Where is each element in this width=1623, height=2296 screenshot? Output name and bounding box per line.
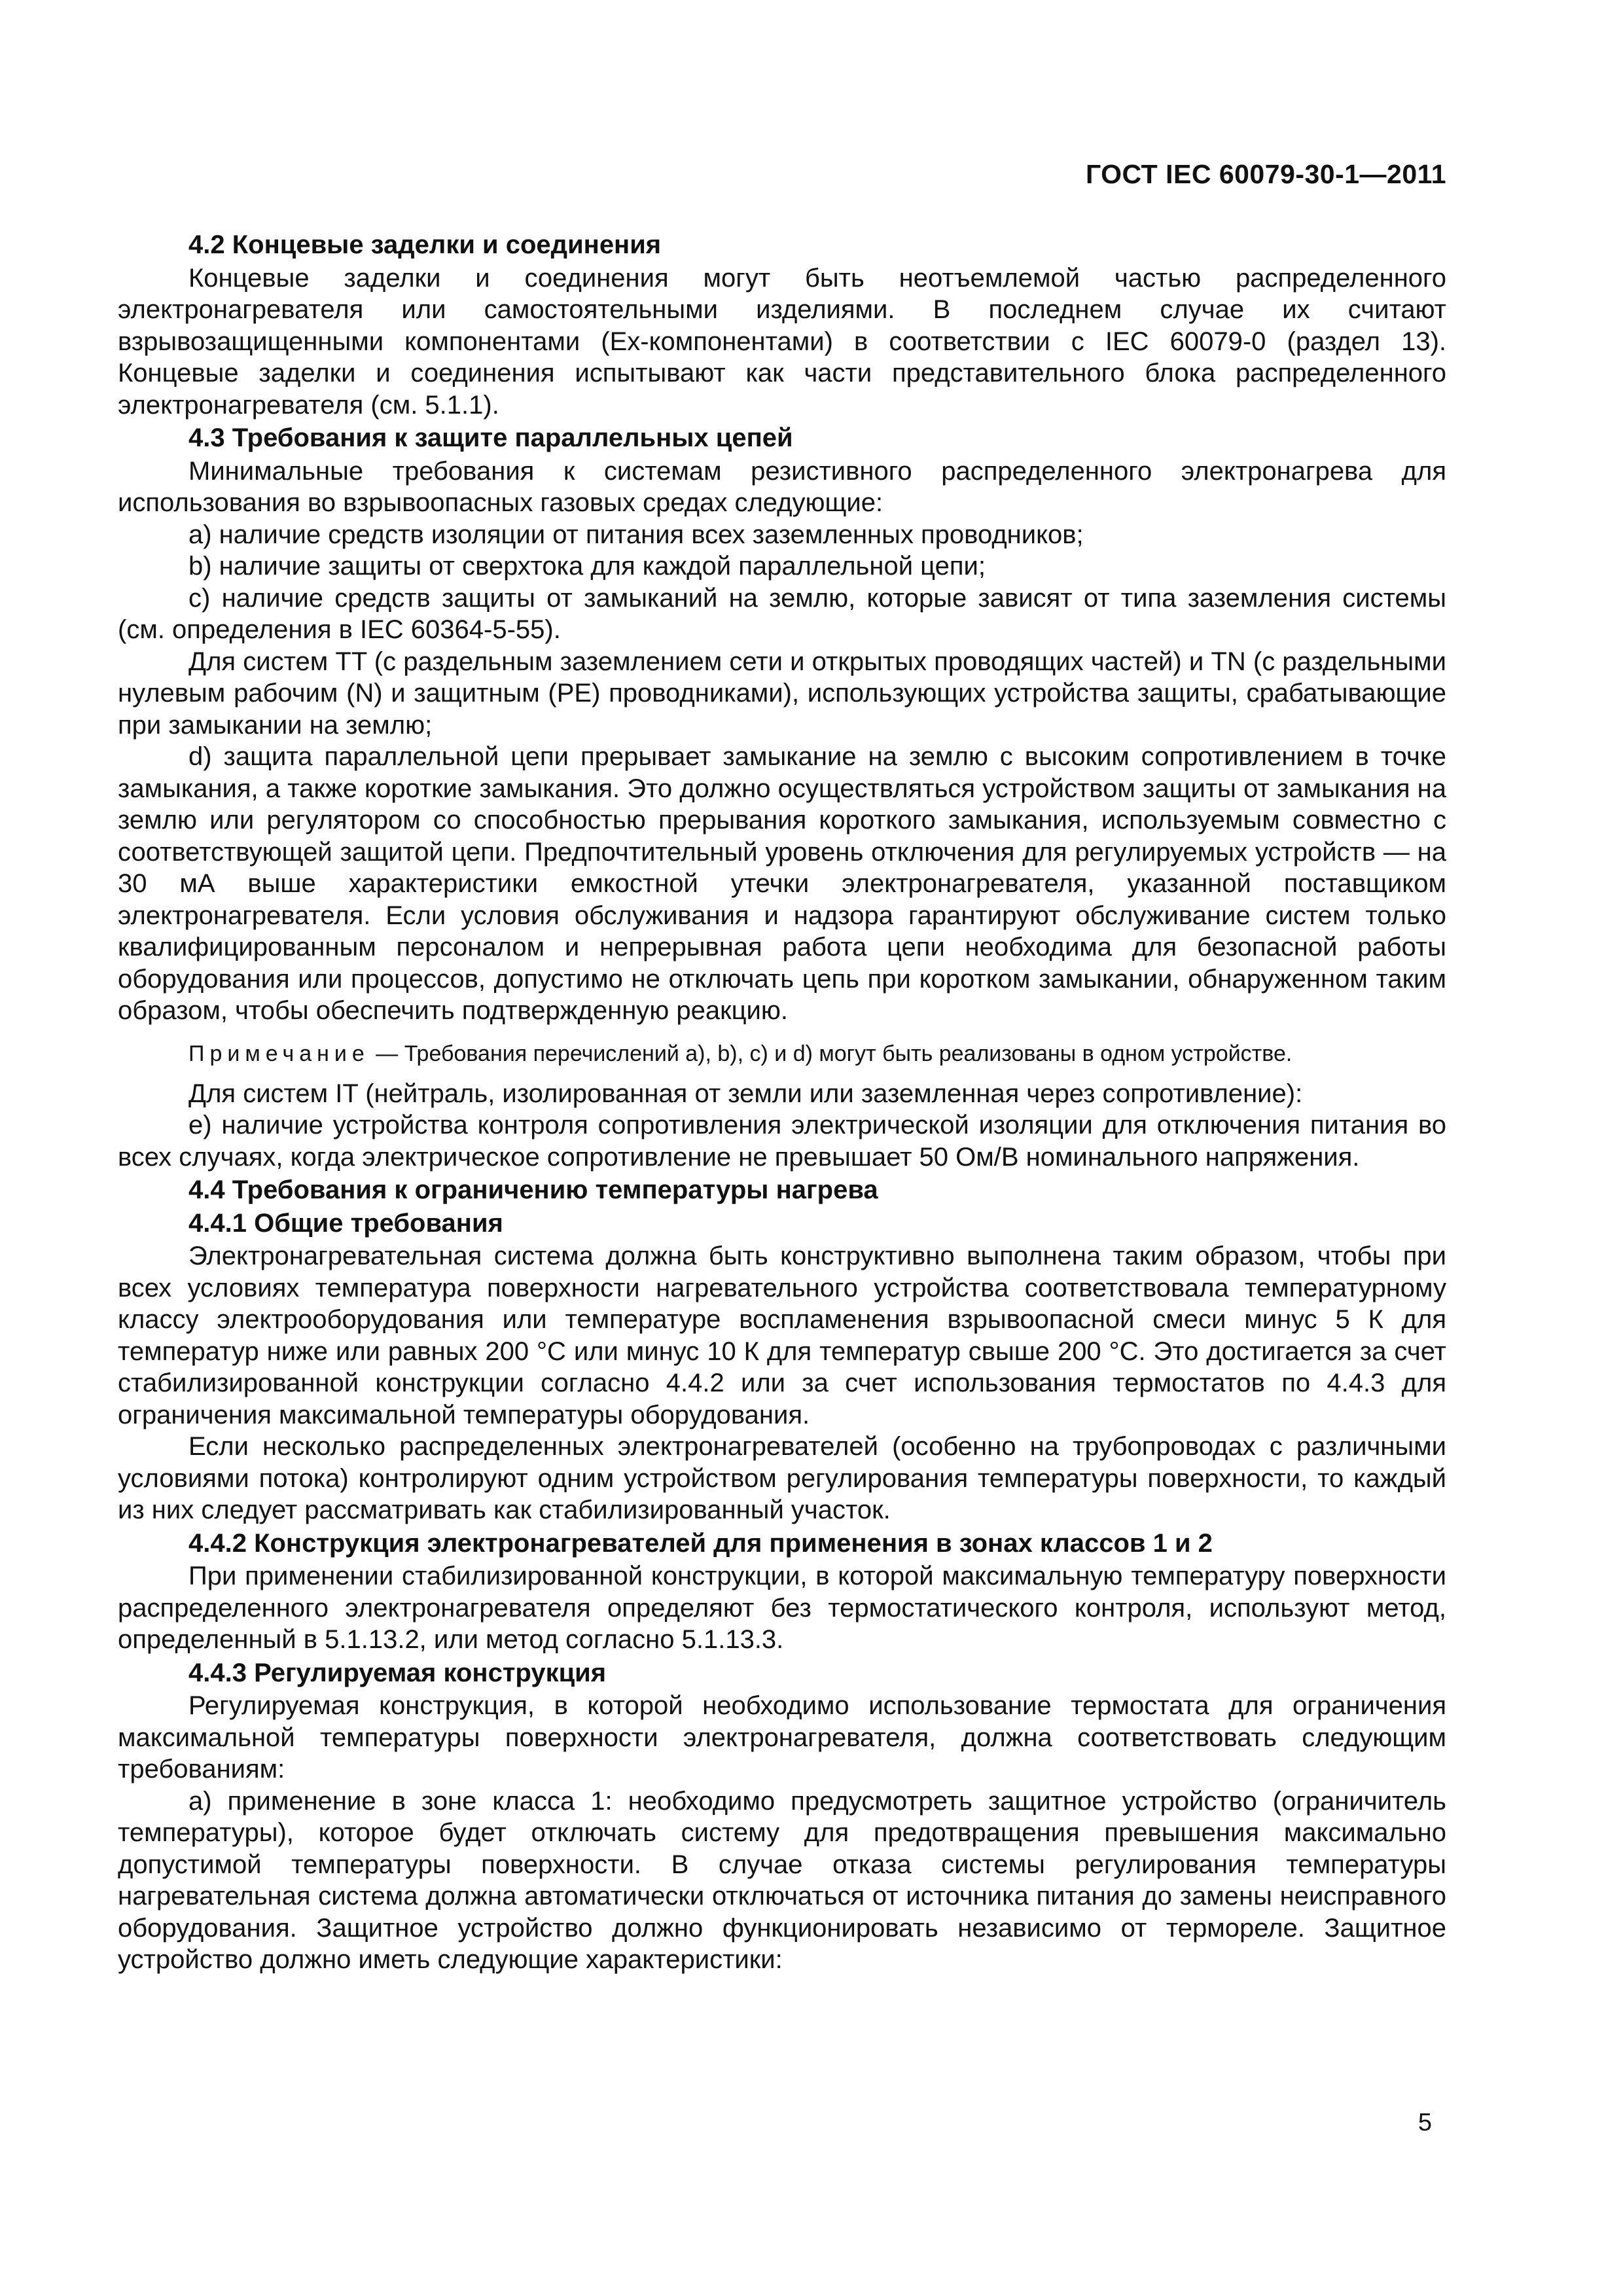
paragraph: Регулируемая конструкция, в которой необходимо использование термостата для ограничения максимальной температуры поверхности электронагревателя, должна соответствовать следующим требованиям: bbox=[118, 1691, 1446, 1784]
section-heading-4-4-2: 4.4.2 Конструкция электронагревателей для применения в зонах классов 1 и 2 bbox=[188, 1528, 1213, 1558]
list-item-c: c) наличие средств защиты от замыканий на землю, которые зависят от типа заземления системы (см. определения в IEC 60364-5-55). bbox=[118, 583, 1446, 644]
paragraph: Электронагревательная система должна быть конструктивно выполнена таким образом, чтобы при всех условиях температура поверхности нагревательного устройства соответствовала температурному классу электрооборудования или температуре воспламенения взрывоопасной смеси минус 5 К для температур ниже или равных 200 °С или минус 10 К для температур свыше 200 °С. Это достигается за счет стабилизированной конструкции согласно 4.4.2 или за счет использования термостатов по 4.4.3 для ограничения максимальной температуры оборудования. bbox=[118, 1242, 1446, 1429]
paragraph: Концевые заделки и соединения могут быть неотъемлемой частью распределенного электронагревателя или самостоятельными изделиями. В последнем случае их считают взрывозащищенными компонентами (Ex-компонентами) в соответствии с IEC 60079-0 (раздел 13). Концевые заделки и соединения испытывают как части представительного блока распределенного электронагревателя (см. 5.1.1). bbox=[118, 263, 1446, 420]
note bbox=[118, 1039, 1446, 1069]
document-code: ГОСТ IEC 60079-30-1—2011 bbox=[1085, 159, 1446, 189]
paragraph: Минимальные требования к системам резистивного распределенного электронагрева для использования во взрывоопасных газовых средах следующие: bbox=[118, 456, 1446, 517]
section-heading-4-4-1: 4.4.1 Общие требования bbox=[188, 1208, 503, 1238]
note-text: — Требования перечислений a), b), c) и d) могут быть реализованы в одном устройстве. bbox=[376, 1041, 1293, 1066]
list-item-e: e) наличие устройства контроля сопротивления электрической изоляции для отключения питания во всех случаях, когда электрическое сопротивление не превышает 50 Ом/В номинального напряжения. bbox=[118, 1111, 1446, 1172]
page-number: 5 bbox=[1418, 2109, 1432, 2136]
note-label: Примечание bbox=[188, 1041, 370, 1066]
list-item-a: a) применение в зоне класса 1: необходимо предусмотреть защитное устройство (ограничитель температуры), которое будет отключать систему для предотвращения превышения максимально допустимой температуры поверхности. В случае отказа системы регулирования температуры нагревательная система должна автоматически отключаться от источника питания до замены неисправного оборудования. Защитное устройство должно функционировать независимо от термореле. Защитное устройство должно иметь следующие характеристики: bbox=[118, 1786, 1446, 1974]
paragraph: Для систем IT (нейтраль, изолированная от земли или заземленная через сопротивление): bbox=[188, 1079, 1303, 1108]
paragraph: При применении стабилизированной конструкции, в которой максимальную температуру поверхности распределенного электронагревателя определяют без термостатического контроля, используют метод, определенный в 5.1.13.2, или метод согласно 5.1.13.3. bbox=[118, 1562, 1446, 1654]
paragraph: Если несколько распределенных электронагревателей (особенно на трубопроводах с различными условиями потока) контролируют одним устройством регулирования температуры поверхности, то каждый из них следует рассматривать как стабилизированный участок. bbox=[118, 1432, 1446, 1524]
list-item-a: a) наличие средств изоляции от питания всех заземленных проводников; bbox=[188, 520, 1084, 549]
section-heading-4-2: 4.2 Концевые заделки и соединения bbox=[188, 230, 662, 259]
list-item-d: d) защита параллельной цепи прерывает замыкание на землю с высоким сопротивлением в точке замыкания, а также короткие замыкания. Это должно осуществляться устройством защиты от замыкания на землю или регулятором со способностью прерывания короткого замыкания, используемым совместно с соответствующей защитой цепи. Предпочтительный уровень отключения для регулируемых устройств — на 30 мА выше характеристики емкостной утечки электронагревателя, указанной поставщиком электронагревателя. Если условия обслуживания и надзора гарантируют обслуживание систем только квалифицированным персоналом и непрерывная работа цепи необходима для безопасной работы оборудования или процессов, допустимо не отключать цепь при коротком замыкании, обнаруженном таким образом, чтобы обеспечить подтвержденную реакцию. bbox=[118, 742, 1446, 1025]
section-heading-4-4-3: 4.4.3 Регулируемая конструкция bbox=[188, 1658, 607, 1687]
section-heading-4-4: 4.4 Требования к ограничению температуры нагрева bbox=[188, 1175, 878, 1204]
document-body bbox=[118, 228, 1446, 1976]
section-heading-4-3: 4.3 Требования к защите параллельных цепей bbox=[188, 423, 793, 452]
list-item-b: b) наличие защиты от сверхтока для каждой параллельной цепи; bbox=[188, 552, 986, 581]
paragraph: Для систем TT (с раздельным заземлением сети и открытых проводящих частей) и TN (с раздельными нулевым рабочим (N) и защитным (PE) проводниками), использующих устройства защиты, срабатывающие при замыкании на землю; bbox=[118, 647, 1446, 740]
